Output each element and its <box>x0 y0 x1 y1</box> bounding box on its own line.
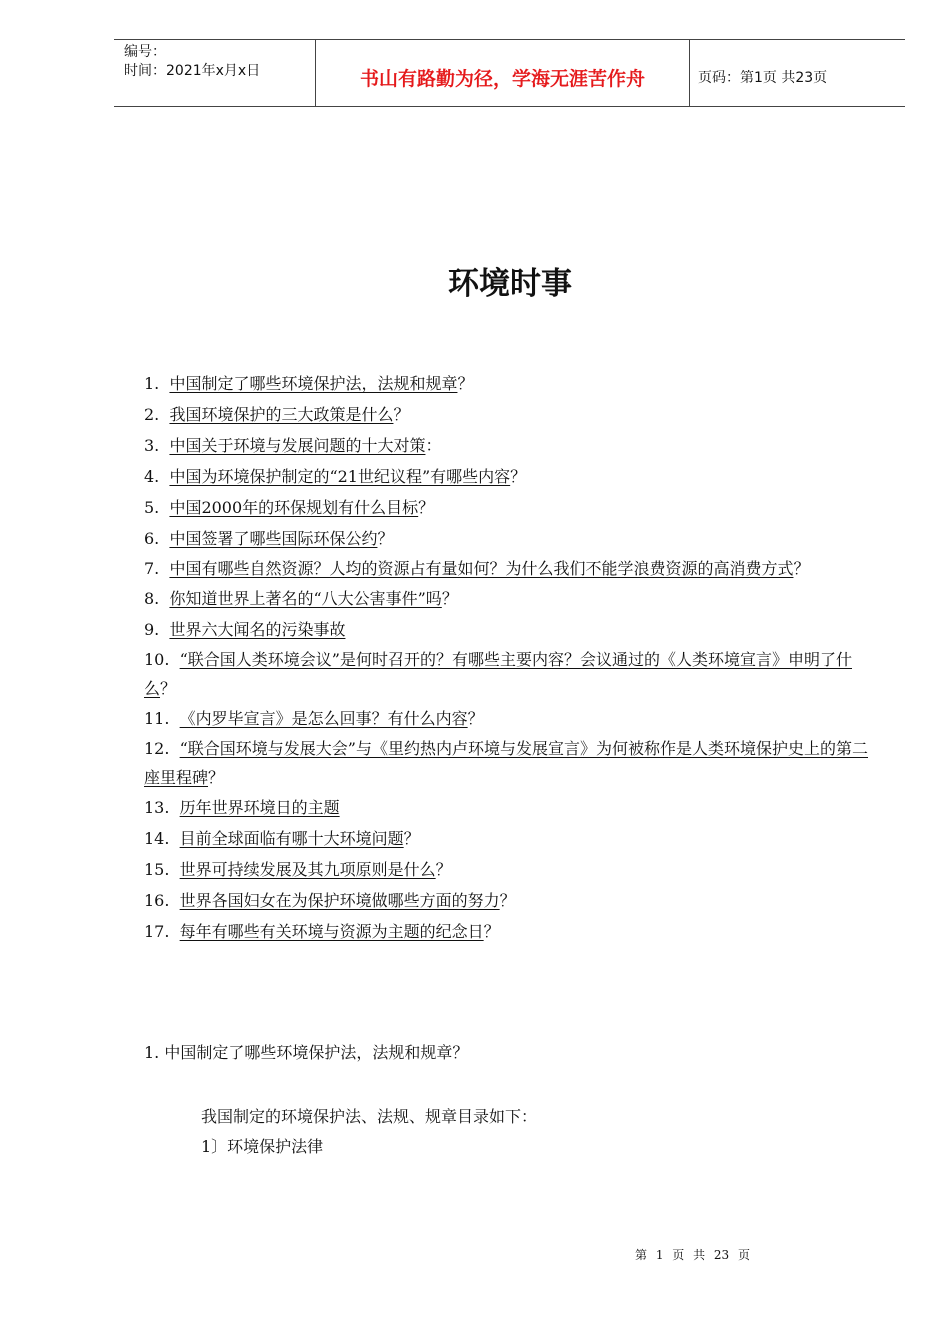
toc-item[interactable]: 12. “联合国环境与发展大会”与《里约热内卢环境与发展宣言》为何被称作是人类环境保护史上的第二座里程碑？ <box>144 739 868 787</box>
toc-link[interactable]: 世界各国妇女在为保护环境做哪些方面的努力 <box>179 891 500 910</box>
document-title: 环境时事 <box>448 266 572 302</box>
toc-link[interactable]: “联合国人类环境会议”是何时召开的？有哪些主要内容？会议通过的《人类环境宣言》申明了什么 <box>144 650 852 698</box>
toc-item[interactable]: 1. 中国制定了哪些环境保护法，法规和规章？ <box>144 374 474 393</box>
toc-link[interactable]: 中国为环境保护制定的“21世纪议程”有哪些内容 <box>169 467 511 486</box>
toc-item[interactable]: 16. 世界各国妇女在为保护环境做哪些方面的努力？ <box>144 891 516 910</box>
section-paragraph: 我国制定的环境保护法、法规、规章目录如下： <box>201 1107 538 1126</box>
toc-link[interactable]: 《内罗毕宣言》是怎么回事？有什么内容 <box>179 709 468 728</box>
toc-item[interactable]: 5. 中国2000年的环保规划有什么目标？ <box>144 498 435 517</box>
toc-item[interactable]: 4. 中国为环境保护制定的“21世纪议程”有哪些内容？ <box>144 467 527 486</box>
toc-item[interactable]: 17. 每年有哪些有关环境与资源为主题的纪念日？ <box>144 922 500 941</box>
page-header <box>114 39 905 107</box>
toc-item[interactable]: 13. 历年世界环境日的主题 <box>144 798 340 817</box>
toc-link[interactable]: 目前全球面临有哪十大环境问题 <box>179 829 404 848</box>
header-motto: 书山有路勤为径，学海无涯苦作舟 <box>316 40 690 106</box>
toc-link[interactable]: 历年世界环境日的主题 <box>179 798 340 817</box>
toc-item[interactable]: 8. 你知道世界上著名的“八大公害事件”吗？ <box>144 589 458 608</box>
section-subheading: 1〕环境保护法律 <box>201 1137 324 1156</box>
toc-item[interactable]: 11. 《内罗毕宣言》是怎么回事？有什么内容？ <box>144 709 484 728</box>
toc-item[interactable]: 15. 世界可持续发展及其九项原则是什么？ <box>144 860 452 879</box>
toc-link[interactable]: 每年有哪些有关环境与资源为主题的纪念日 <box>179 922 484 941</box>
toc-item[interactable]: 9. 世界六大闻名的污染事故 <box>144 620 346 639</box>
toc-item[interactable]: 10. “联合国人类环境会议”是何时召开的？有哪些主要内容？会议通过的《人类环境宣言》申明了什么？ <box>144 650 852 698</box>
toc-item[interactable]: 3. 中国关于环境与发展问题的十大对策： <box>144 436 442 455</box>
section-heading: 1. 中国制定了哪些环境保护法，法规和规章？ <box>144 1043 469 1062</box>
toc-link[interactable]: 世界六大闻名的污染事故 <box>169 620 346 639</box>
page-footer: 第 1 页 共 23 页 <box>635 1248 750 1262</box>
toc-item[interactable]: 14. 目前全球面临有哪十大环境问题？ <box>144 829 420 848</box>
toc-link[interactable]: 你知道世界上著名的“八大公害事件”吗 <box>169 589 442 608</box>
toc-link[interactable]: 中国制定了哪些环境保护法，法规和规章 <box>169 374 458 393</box>
toc-link[interactable]: “联合国环境与发展大会”与《里约热内卢环境与发展宣言》为何被称作是人类环境保护史上的第二座里程碑 <box>144 739 868 787</box>
toc-link[interactable]: 中国关于环境与发展问题的十大对策 <box>169 436 426 455</box>
toc-link[interactable]: 中国有哪些自然资源？人均的资源占有量如何？为什么我们不能学浪费资源的高消费方式 <box>169 559 794 578</box>
number-label: 编号： <box>124 44 166 60</box>
header-page-info: 页码：第1页 共23页 <box>698 70 828 86</box>
header-meta <box>114 40 316 106</box>
toc-item[interactable]: 2. 我国环境保护的三大政策是什么？ <box>144 405 410 424</box>
toc-link[interactable]: 中国2000年的环保规划有什么目标 <box>169 498 419 517</box>
toc-link[interactable]: 世界可持续发展及其九项原则是什么 <box>179 860 436 879</box>
table-of-contents <box>144 368 874 947</box>
toc-item[interactable]: 7. 中国有哪些自然资源？人均的资源占有量如何？为什么我们不能学浪费资源的高消费方式？ <box>144 559 810 578</box>
time-label: 时间：2021年x月x日 <box>124 63 261 79</box>
toc-link[interactable]: 我国环境保护的三大政策是什么 <box>169 405 394 424</box>
toc-item[interactable]: 6. 中国签署了哪些国际环保公约？ <box>144 529 394 548</box>
toc-link[interactable]: 中国签署了哪些国际环保公约 <box>169 529 378 548</box>
